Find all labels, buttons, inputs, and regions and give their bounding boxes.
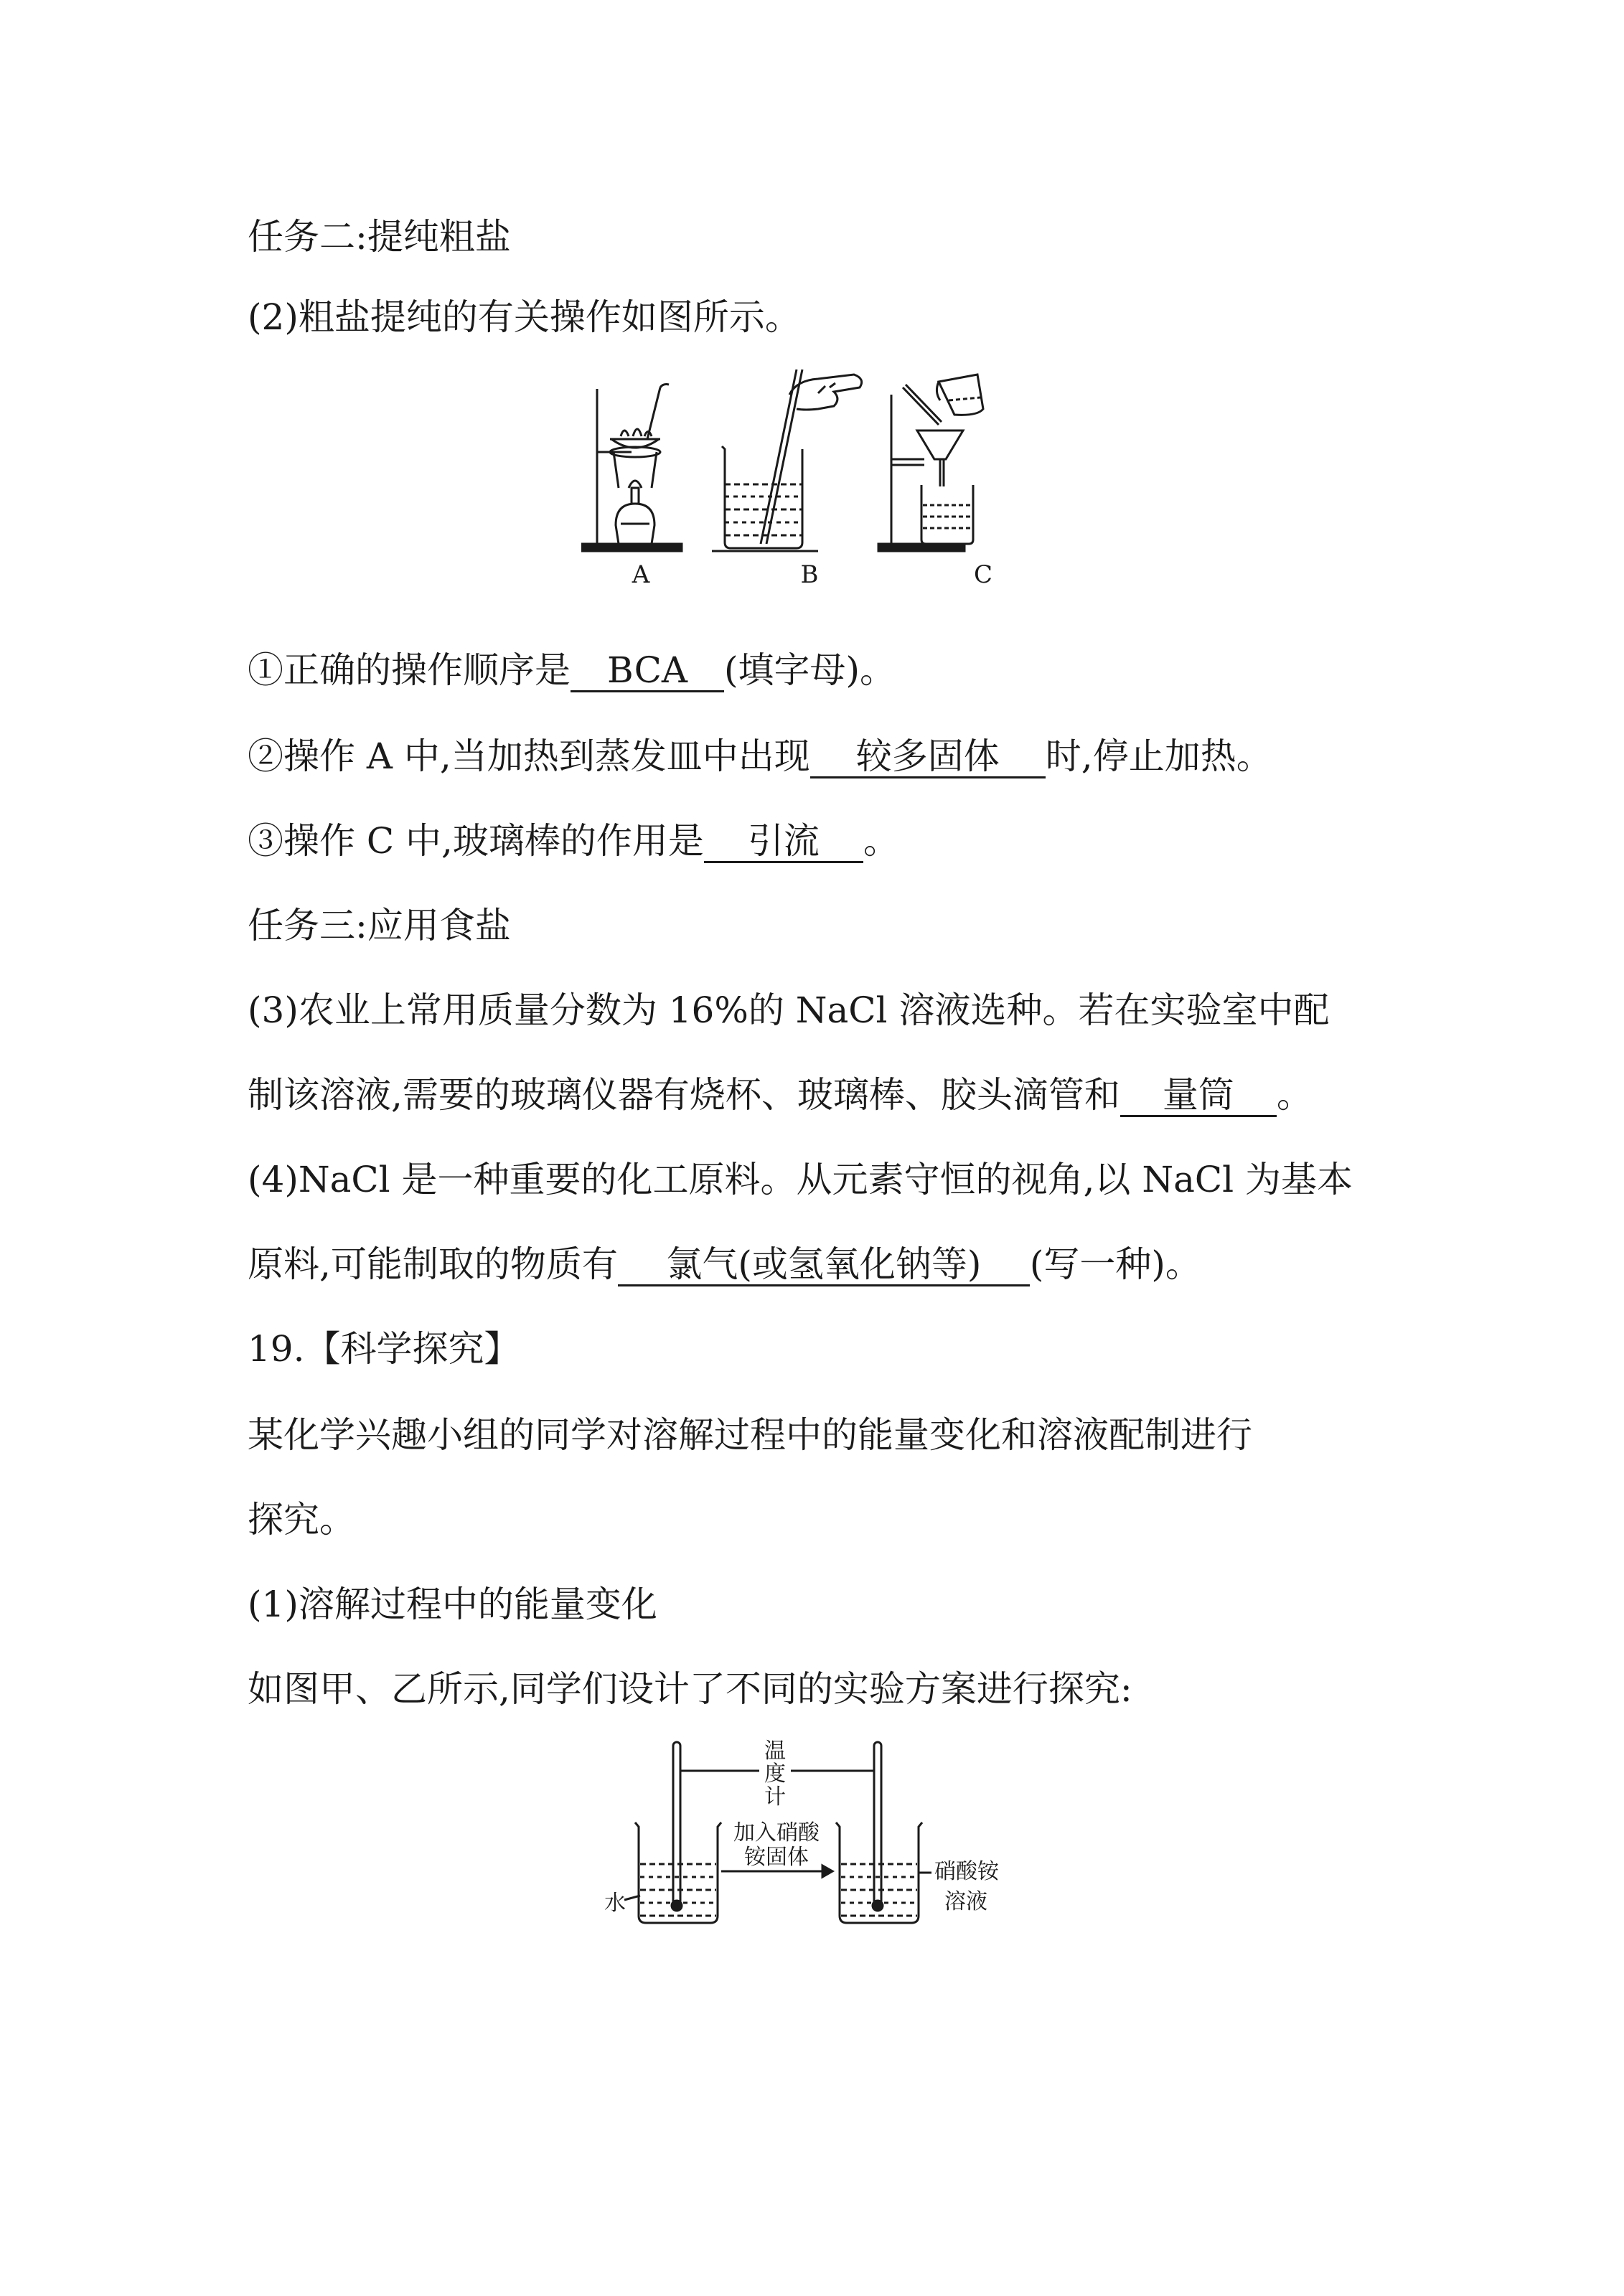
task3-heading: 任务三:应用食盐 — [248, 905, 511, 946]
arrow-label-line-1: 加入硝酸 — [733, 1820, 820, 1845]
question-2-2 — [248, 735, 1272, 778]
question-2-3-text: ③操作 C 中,玻璃棒的作用是 — [248, 820, 704, 862]
answer-blank-2-3: 引流 — [704, 821, 863, 863]
thermometer-label-2: 度 — [764, 1761, 786, 1787]
question-3-line-2 — [248, 1073, 1313, 1117]
thermometer-label-3: 计 — [764, 1784, 786, 1810]
question-2-3-suffix: 。 — [863, 820, 899, 862]
thermometer-label-1: 温 — [764, 1739, 786, 1764]
task2-heading: 任务二:提纯粗盐 — [248, 216, 511, 258]
question-4-line-2 — [248, 1243, 1201, 1286]
question-2-3 — [248, 819, 899, 863]
question-19-heading: 19.【科学探究】 — [248, 1328, 520, 1370]
question-2-1-text: ①正确的操作顺序是 — [248, 649, 571, 691]
evaporation-apparatus-A — [581, 385, 682, 552]
water-label: 水 — [604, 1891, 626, 1916]
answer-blank-2-2: 较多固体 — [810, 736, 1046, 778]
question-2-2-text: ②操作 A 中,当加热到蒸发皿中出现 — [248, 735, 810, 777]
question-19-intro-line-2: 探究。 — [248, 1499, 355, 1540]
beaker-water — [635, 1742, 721, 1923]
beaker-solution — [836, 1742, 922, 1923]
salt-purification-figure — [581, 359, 1026, 596]
question-19-sub-1: (1)溶解过程中的能量变化 — [248, 1584, 657, 1625]
question-4-line-1: (4)NaCl 是一种重要的化工原料。从元素守恒的视角,以 NaCl 为基本 — [248, 1159, 1353, 1200]
question-4-suffix: (写一种)。 — [1029, 1243, 1201, 1285]
filtration-apparatus-C — [878, 375, 983, 551]
figure-label-B: B — [800, 560, 819, 589]
question-4-text: 原料,可能制取的物质有 — [248, 1243, 618, 1285]
figure-label-C: C — [973, 560, 993, 589]
answer-blank-2-1: BCA — [571, 650, 724, 692]
question-2-1-suffix: (填字母)。 — [724, 649, 896, 691]
question-3-text: 制该溶液,需要的玻璃仪器有烧杯、玻璃棒、胶头滴管和 — [248, 1074, 1120, 1116]
dissolving-apparatus-B — [712, 370, 862, 551]
question-19-intro-line-1: 某化学兴趣小组的同学对溶解过程中的能量变化和溶液配制进行 — [248, 1414, 1252, 1456]
arrow-label-line-2: 铵固体 — [744, 1845, 809, 1870]
question-19-sub-1-text: 如图甲、乙所示,同学们设计了不同的实验方案进行探究: — [248, 1668, 1132, 1710]
solution-label-line-1: 硝酸铵 — [934, 1859, 999, 1884]
question-2-intro: (2)粗盐提纯的有关操作如图所示。 — [248, 296, 801, 338]
question-2-2-suffix: 时,停止加热。 — [1045, 735, 1272, 777]
question-2-1 — [248, 649, 896, 692]
answer-blank-3: 量筒 — [1120, 1075, 1277, 1117]
dissolution-energy-figure — [603, 1736, 1033, 1952]
question-3-suffix: 。 — [1276, 1074, 1313, 1116]
question-3-line-1: (3)农业上常用质量分数为 16%的 NaCl 溶液选种。若在实验室中配 — [248, 989, 1330, 1031]
solution-label-line-2: 溶液 — [944, 1889, 987, 1914]
figure-label-A: A — [632, 560, 650, 589]
answer-blank-4: 氯气(或氢氧化钠等) — [618, 1244, 1030, 1286]
